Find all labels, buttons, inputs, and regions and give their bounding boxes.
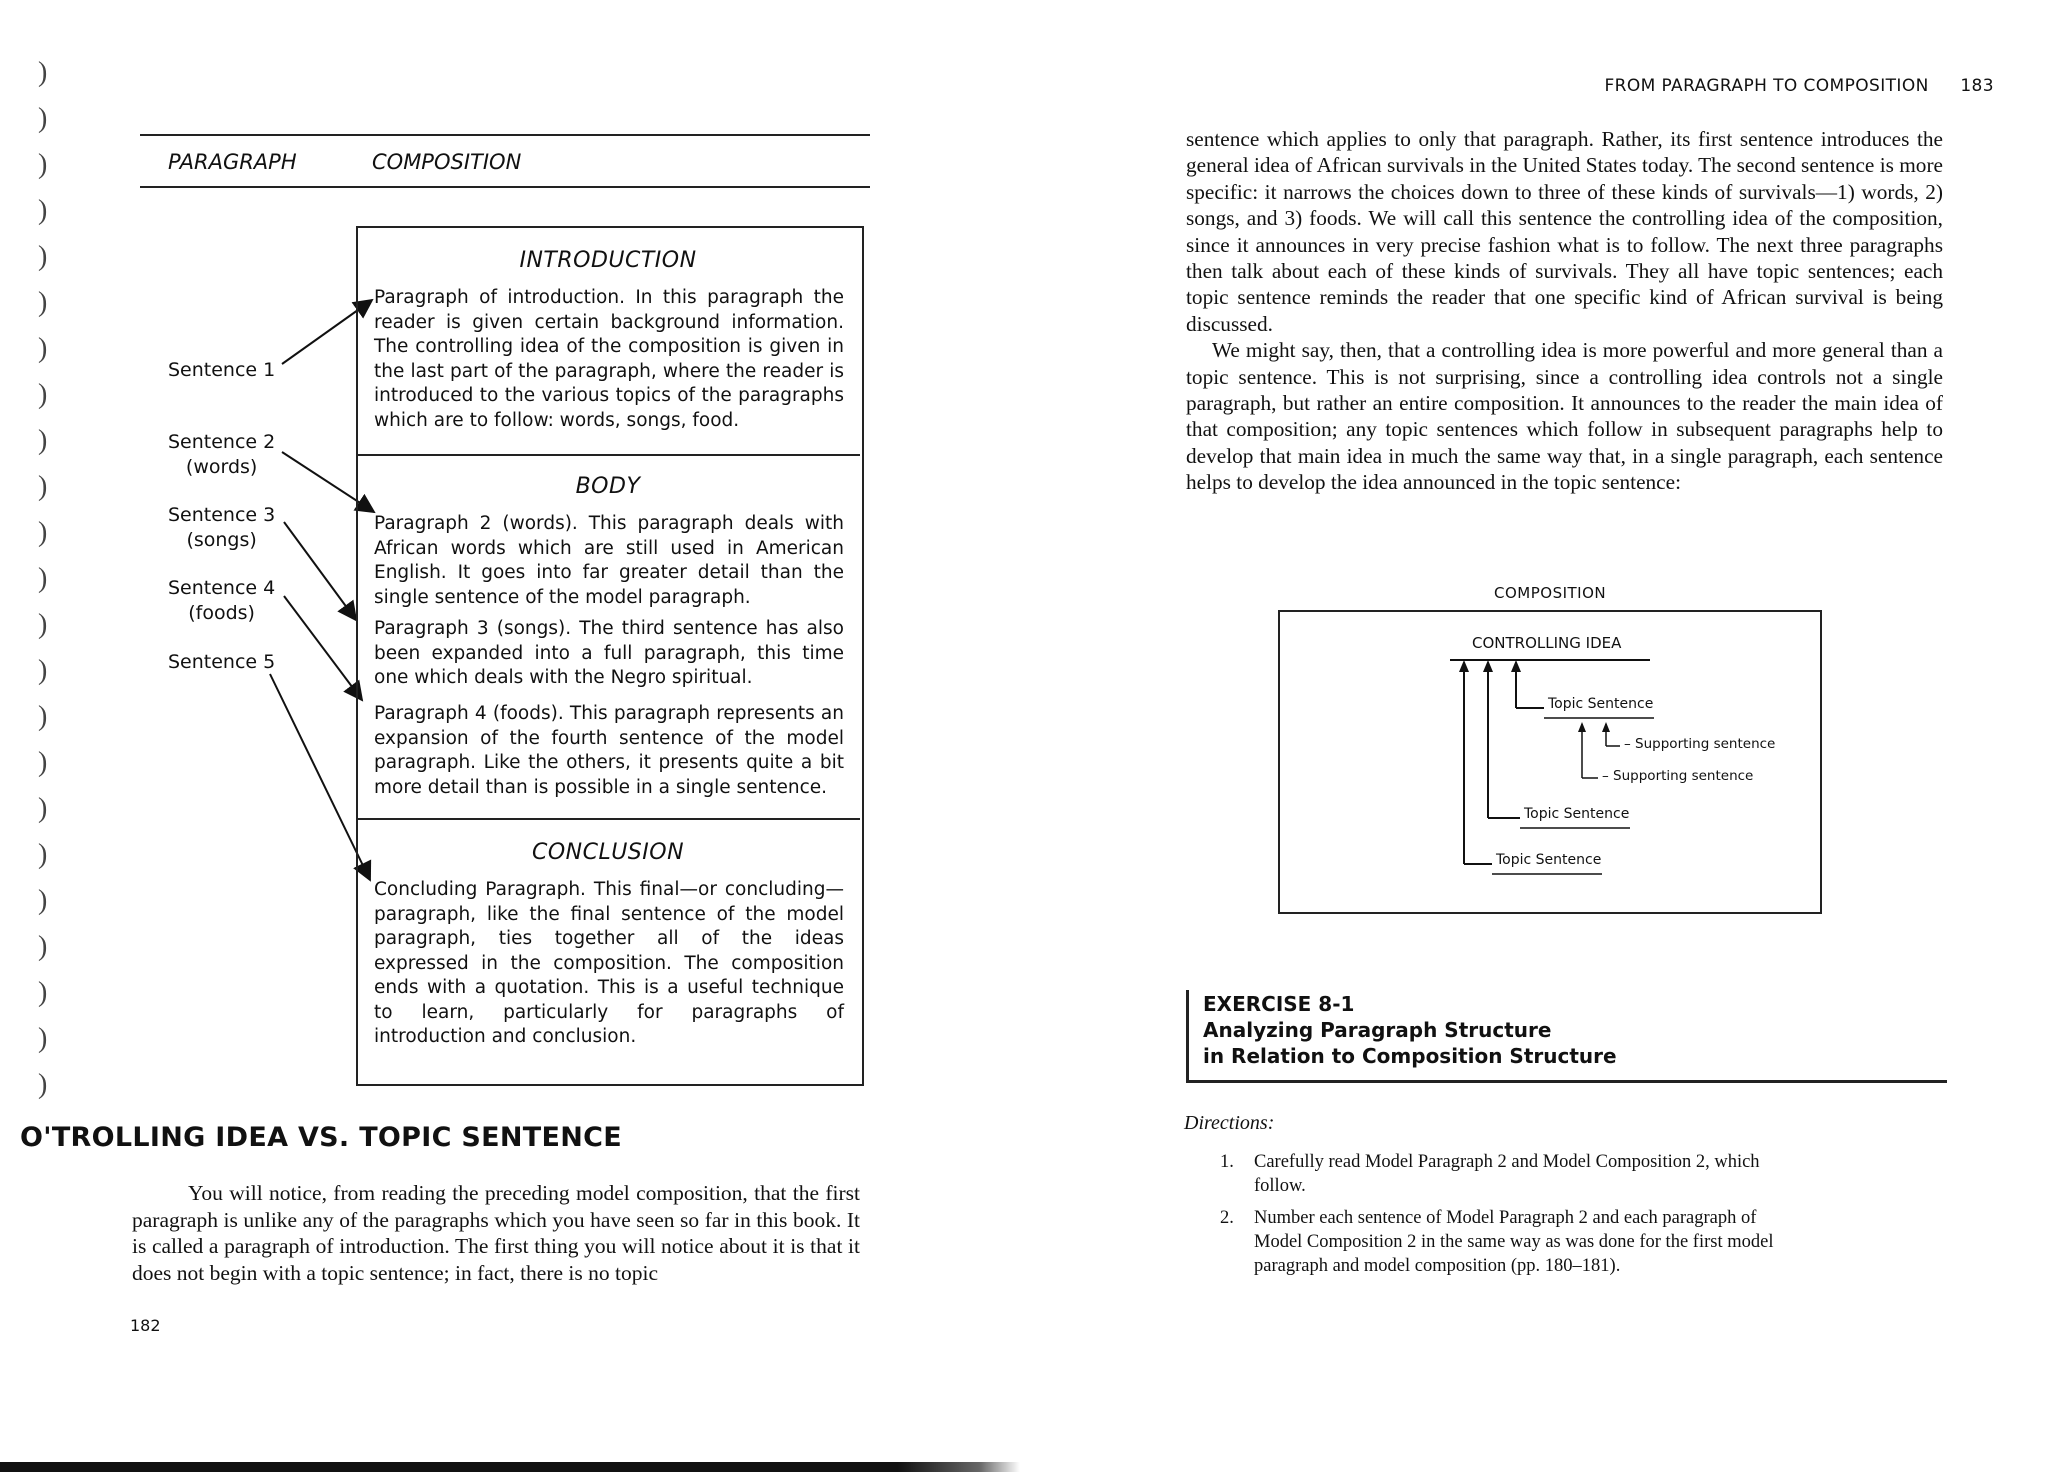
sentence-3-label: Sentence 3 (songs) bbox=[168, 504, 276, 551]
right-paragraph-2: We might say, then, that a controlling idea is more powerful and more general than a topic sentence. This is not surprising, since a controlling idea controls not a single paragraph, but rather an entire composition. It announces to the reader the main idea of that composition; any topic sentences which follow in subsequent paragraphs help to develop that main idea in much the same way that, in a single paragraph, each sentence helps to develop the idea announced in the topic sentence: bbox=[1186, 338, 1943, 495]
right-page bbox=[1024, 0, 2048, 1478]
conclusion-title: CONCLUSION bbox=[531, 840, 685, 865]
body-paragraph-3: Paragraph 3 (songs). The third sentence has also been expanded into a full paragraph, this time one which deals with the Negro spiritual. bbox=[374, 618, 844, 688]
introduction-section bbox=[356, 226, 860, 454]
supporting-sentence-1-label: – Supporting sentence bbox=[1624, 736, 1776, 752]
exercise-title-line-2: in Relation to Composition Structure bbox=[1203, 1044, 1617, 1068]
right-paragraph-1: sentence which applies to only that paragraph. Rather, its first sentence introduces the general idea of African survivals in the United States today. The second sentence is more specific: it narrows the choices down to three of these kinds of survivals—1) words, 2) songs, and 3) foods. We will call this sentence the controlling idea of the composition, since it announces in very precise fashion what is to follow. The next three paragraphs then talk about each of these kinds of survivals. They all have topic sentences; each topic sentence reminds the reader that one specific kind of African survival is being discussed. bbox=[1186, 127, 1943, 336]
arrow-sentence-5 bbox=[270, 674, 370, 880]
topic-sentence-1-label: Topic Sentence bbox=[1548, 696, 1654, 712]
sentence-2-label: Sentence 2 (words) bbox=[168, 431, 276, 478]
direction-item-2: 2. Number each sentence of Model Paragraph 2 and each paragraph of Model Composition 2 in the same way as was done for the first model paragraph and model composition (pp. 180–181). bbox=[1220, 1208, 1774, 1276]
paragraph-column-label: PARAGRAPH bbox=[168, 150, 297, 174]
binding-shadow bbox=[0, 1462, 1020, 1472]
exercise-title-line-1: Analyzing Paragraph Structure bbox=[1203, 1018, 1552, 1042]
composition-column-label: COMPOSITION bbox=[372, 150, 522, 174]
margin-scan-marks: ) ) ) ) ) ) ) ) ) ) ) ) ) ) ) ) ) ) ) ) ) ) ) bbox=[38, 57, 48, 1100]
body-conclusion-divider bbox=[356, 818, 860, 820]
sentence-4-label: Sentence 4 (foods) bbox=[168, 577, 276, 624]
body-paragraph-4: Paragraph 4 (foods). This paragraph represents an expansion of the fourth sentence of the model paragraph. Like the others, it presents quite a bit more detail than is possible in a single sentence. bbox=[374, 703, 844, 798]
exercise-heading bbox=[1186, 990, 1947, 1083]
topic-sentence-3-label: Topic Sentence bbox=[1496, 852, 1602, 868]
controlling-idea-label: CONTROLLING IDEA bbox=[1472, 634, 1622, 652]
sentence-1-label: Sentence 1 bbox=[168, 359, 276, 381]
right-page-number: 183 bbox=[1960, 76, 1994, 96]
introduction-text: Paragraph of introduction. In this paragraph the reader is given certain background information. The controlling idea of the composition is given in the last part of the paragraph, where the reader is introduced to the various topics of the paragraphs which are to follow: words, songs, food. bbox=[374, 287, 844, 431]
right-body bbox=[1186, 126, 1943, 496]
sentence-5-label: Sentence 5 bbox=[168, 651, 276, 673]
section-heading: O'TROLLING IDEA VS. TOPIC SENTENCE bbox=[20, 1122, 623, 1153]
left-page-number: 182 bbox=[130, 1316, 161, 1335]
running-head bbox=[1604, 76, 1994, 96]
intro-body-divider bbox=[356, 454, 860, 456]
body-title: BODY bbox=[575, 474, 641, 499]
arrow-sentence-3 bbox=[284, 522, 356, 620]
introduction-title: INTRODUCTION bbox=[519, 248, 697, 273]
supporting-sentence-2-label: – Supporting sentence bbox=[1602, 768, 1754, 784]
diagram-title: COMPOSITION bbox=[1494, 584, 1607, 602]
body-paragraph-2: Paragraph 2 (words). This paragraph deals with African words which are still used in American English. It goes into far greater detail than the single sentence of the model paragraph. bbox=[374, 513, 844, 608]
topic-sentence-2-label: Topic Sentence bbox=[1524, 806, 1630, 822]
exercise-number: EXERCISE 8-1 bbox=[1203, 992, 1355, 1016]
body-text: You will notice, from reading the preceding model composition, that the first paragraph is unlike any of the paragraphs which you have seen so far in this book. It is called a paragraph of introduction. The first thing you will notice about it is that it does not begin with a topic sentence; in fact, there is no topic bbox=[132, 1181, 860, 1285]
running-head-title: FROM PARAGRAPH TO COMPOSITION bbox=[1604, 76, 1929, 96]
composition-diagram bbox=[1278, 610, 1822, 914]
directions-label: Directions: bbox=[1184, 1112, 1275, 1134]
direction-item-1: 1. Carefully read Model Paragraph 2 and Model Composition 2, which follow. bbox=[1220, 1152, 1760, 1196]
conclusion-text: Concluding Paragraph. This final—or concluding—paragraph, like the final sentence of the model paragraph, ties together all of the ideas expressed in the composition. The composition ends with a quotation. This is a useful technique to learn, particularly for paragraphs of introduction and conclusion. bbox=[374, 879, 844, 1047]
